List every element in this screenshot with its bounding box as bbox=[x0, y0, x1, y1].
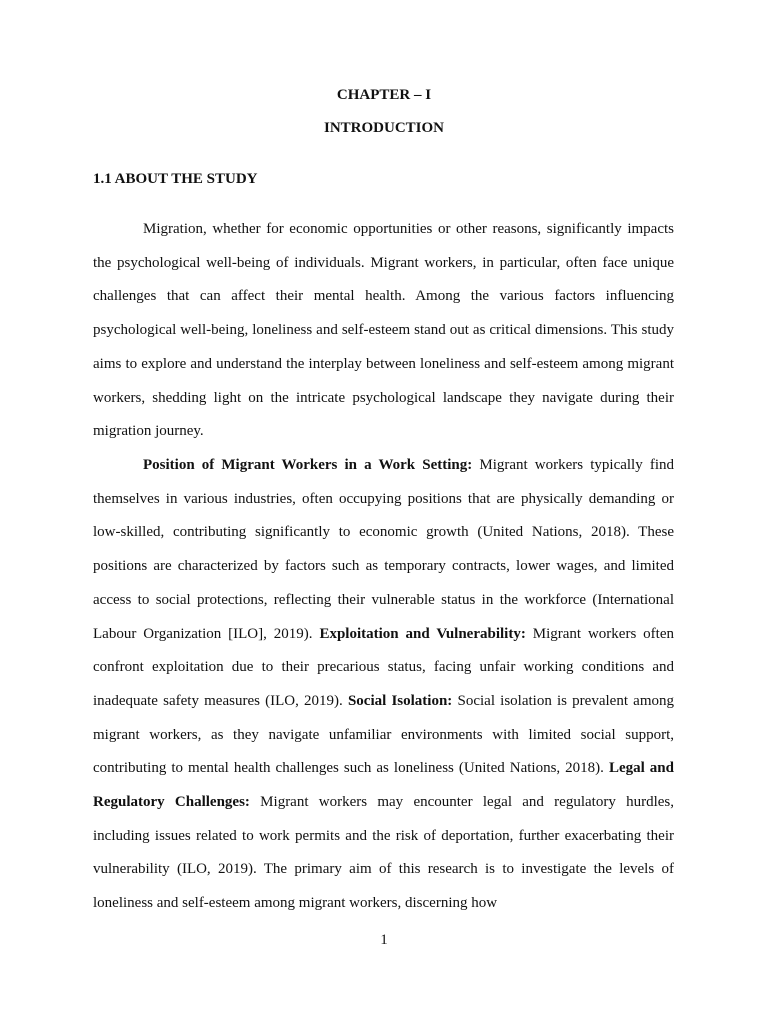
run-in-heading-position: Position of Migrant Workers in a Work Setting: bbox=[143, 457, 473, 473]
chapter-title: INTRODUCTION bbox=[323, 120, 444, 136]
paragraph-text: Migrant workers may encounter legal and regulatory hurdles, including issues related to work permits and the risk of deportation, further exacerbating their vulnerability (ILO, 2019). The primary aim of this research is to investigate the levels of loneliness and self-esteem among migrant workers, discerning how bbox=[93, 794, 674, 912]
run-in-heading-exploitation: Exploitation and Vulnerability: bbox=[319, 625, 526, 642]
paragraph-text: Migrant workers typically find themselves in various industries, often occupying positions that are physically demanding or low-skilled, contributing significantly to economic growth (United Nations, 2018). These positions are characterized by factors such as temporary contracts, lower wages, and limited access to social protections, reflecting their vulnerable status in the workforce (International Labour Organization [ILO], 2019). bbox=[93, 457, 674, 642]
page-number: 1 bbox=[380, 932, 388, 948]
paragraph-intro bbox=[93, 213, 674, 449]
paragraph-positions bbox=[93, 449, 674, 921]
paragraph-text: Migrant workers often confront exploitation due to their precarious status, facing unfair working conditions and inadequate safety measures (ILO, 2019). bbox=[93, 625, 675, 709]
section-heading: 1.1 ABOUT THE STUDY bbox=[93, 171, 258, 187]
chapter-heading: CHAPTER – I bbox=[336, 87, 432, 103]
run-in-heading-isolation: Social Isolation: bbox=[347, 692, 453, 709]
paragraph-text: Social isolation is prevalent among migrant workers, as they navigate unfamiliar environments with limited social support, contributing to mental health challenges such as loneliness (United Nations, 2018). bbox=[93, 692, 674, 777]
run-in-heading-legal: Legal and Regulatory Challenges: bbox=[93, 760, 674, 811]
paragraph-intro-text: Migration, whether for economic opportunities or other reasons, significantly impacts the psychological well-being of individuals. Migrant workers, in particular, often face unique challenges that can affect their mental health. Among the various factors influencing psychological well-being, loneliness and self-esteem stand out as critical dimensions. This study aims to explore and understand the interplay between loneliness and self-esteem among migrant workers, shedding light on the intricate psychological landscape they navigate during their migration journey. bbox=[93, 221, 674, 440]
